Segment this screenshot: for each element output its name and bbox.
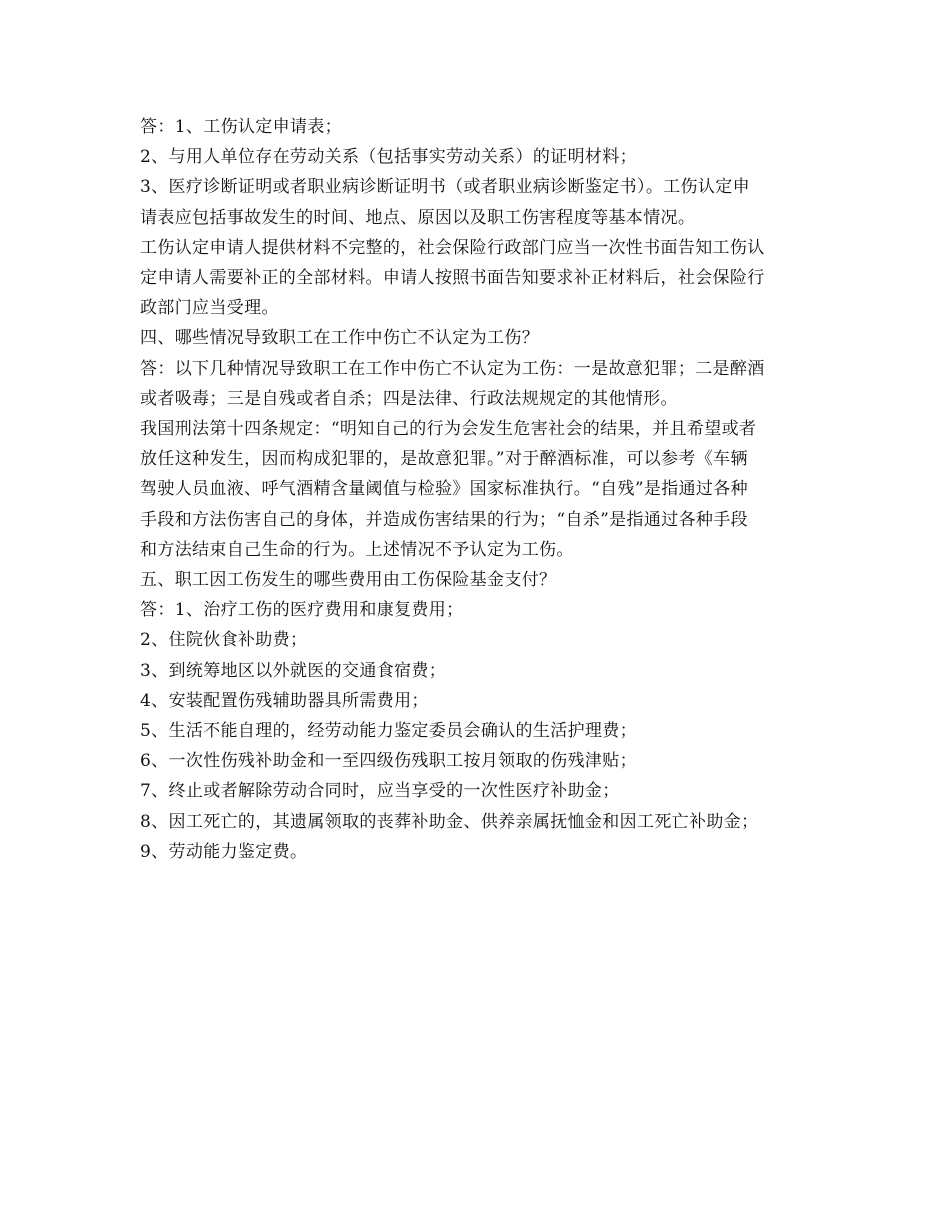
paragraph-line: 驾驶人员血液、呼气酒精含量阈值与检验》国家标准执行。“自残”是指通过各种 <box>140 479 748 500</box>
list-item: 6、一次性伤残补助金和一至四级伤残职工按月领取的伤残津贴； <box>140 751 637 772</box>
paragraph-line: 定申请人需要补正的全部材料。申请人按照书面告知要求补正材料后，社会保险行 <box>140 268 765 289</box>
paragraph-line: 工伤认定申请人提供材料不完整的，社会保险行政部门应当一次性书面告知工伤认 <box>140 237 765 258</box>
answer-line: 答：1、工伤认定申请表； <box>140 117 343 137</box>
text-line: 请表应包括事故发生的时间、地点、原因以及职工伤害程度等基本情况。 <box>140 207 696 228</box>
question-heading: 五、职工因工伤发生的哪些费用由工伤保险基金支付？ <box>140 570 557 591</box>
answer-line: 答：1、治疗工伤的医疗费用和康复费用； <box>140 600 464 621</box>
paragraph-line: 和方法结束自己生命的行为。上述情况不予认定为工伤。 <box>140 539 574 560</box>
paragraph-line: 手段和方法伤害自己的身体，并造成伤害结果的行为；“自杀”是指通过各种手段 <box>140 509 748 530</box>
list-item: 9、劳动能力鉴定费。 <box>140 841 308 862</box>
document-body <box>140 112 820 867</box>
paragraph-line: 政部门应当受理。 <box>140 298 279 319</box>
list-item: 4、安装配置伤残辅助器具所需费用； <box>140 690 429 711</box>
list-item: 3、到统筹地区以外就医的交通食宿费； <box>140 660 447 681</box>
list-item: 8、因工死亡的，其遗属领取的丧葬补助金、供养亲属抚恤金和因工死亡补助金； <box>140 811 759 832</box>
answer-line: 答：以下几种情况导致职工在工作中伤亡不认定为工伤：一是故意犯罪；二是醉酒 <box>140 358 765 379</box>
list-item: 2、住院伙食补助费； <box>140 630 308 651</box>
list-item: 2、与用人单位存在劳动关系（包括事实劳动关系）的证明材料； <box>140 147 637 168</box>
list-item: 7、终止或者解除劳动合同时，应当享受的一次性医疗补助金； <box>140 781 620 802</box>
paragraph-line: 放任这种发生，因而构成犯罪的，是故意犯罪。”对于醉酒标准，可以参考《车辆 <box>140 449 748 470</box>
list-item: 3、医疗诊断证明或者职业病诊断证明书（或者职业病诊断鉴定书）。工伤认定申 <box>140 177 750 198</box>
question-heading: 四、哪些情况导致职工在工作中伤亡不认定为工伤？ <box>140 328 540 349</box>
list-item: 5、生活不能自理的，经劳动能力鉴定委员会确认的生活护理费； <box>140 721 637 742</box>
paragraph-line: 我国刑法第十四条规定：“明知自己的行为会发生危害社会的结果，并且希望或者 <box>140 419 757 440</box>
paragraph-line: 或者吸毒；三是自残或者自杀；四是法律、行政法规规定的其他情形。 <box>140 388 678 409</box>
